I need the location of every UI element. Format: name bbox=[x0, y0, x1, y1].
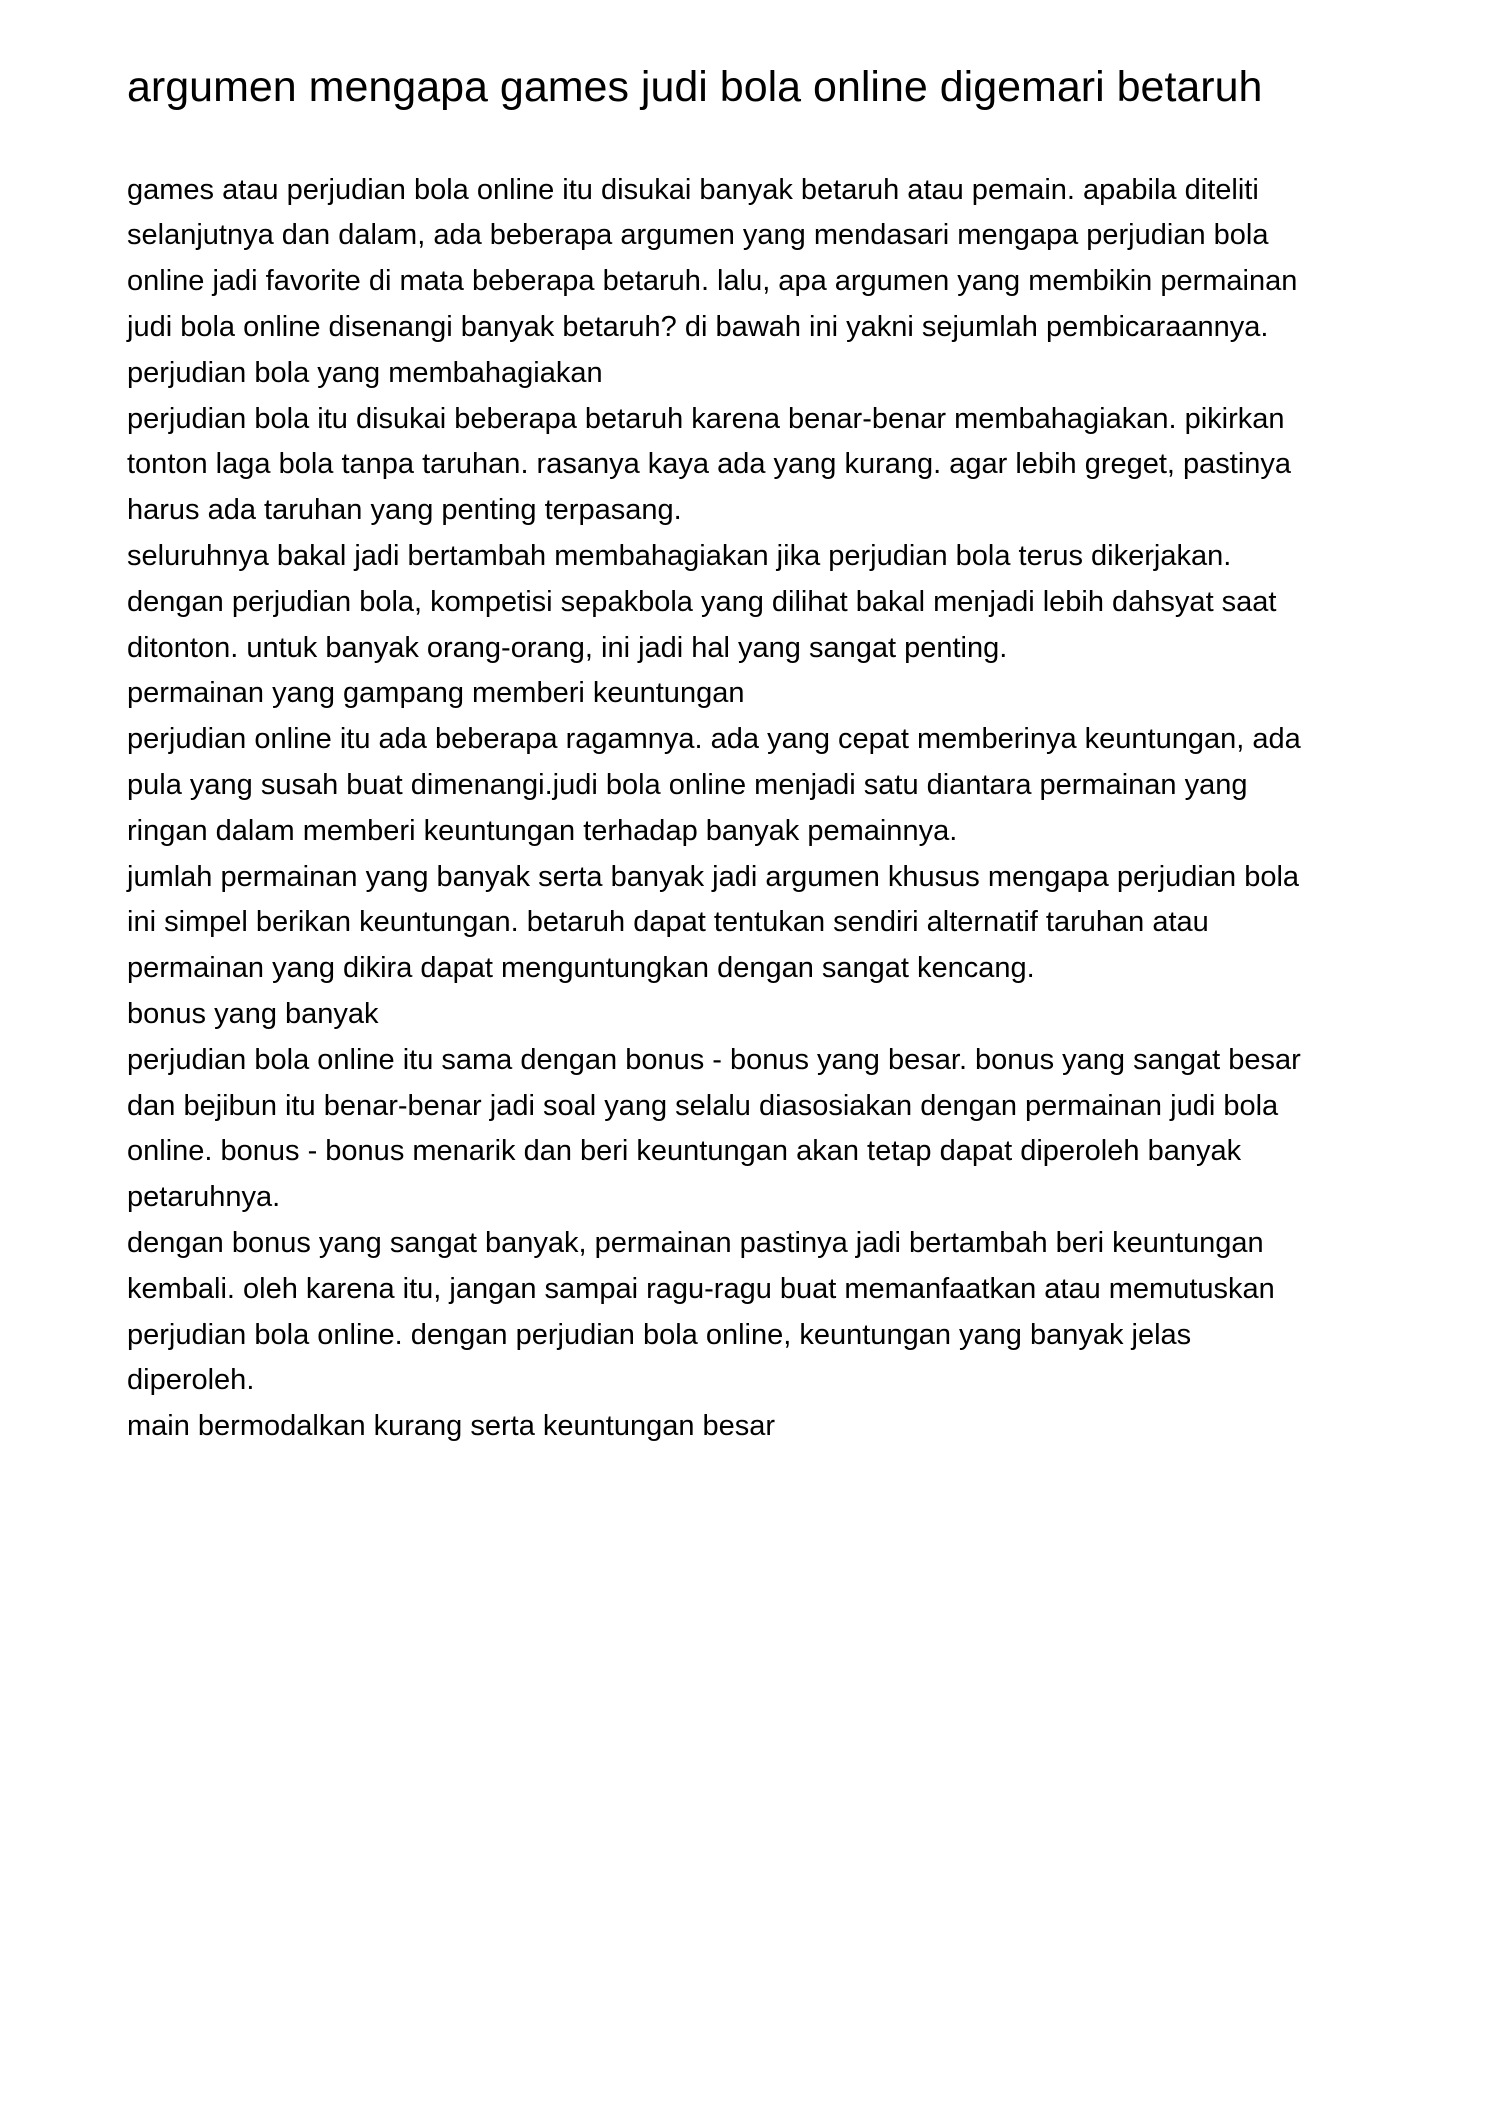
text-line: dengan bonus yang sangat banyak, permainan pastinya jadi bertambah beri keuntungan bbox=[127, 1226, 1264, 1259]
text-line: selanjutnya dan dalam, ada beberapa argumen yang mendasari mengapa perjudian bola bbox=[127, 219, 1269, 252]
text-line: perjudian bola itu disukai beberapa betaruh karena benar-benar membahagiakan. pikirkan bbox=[127, 402, 1285, 435]
text-line: seluruhnya bakal jadi bertambah membahagiakan jika perjudian bola terus dikerjakan. bbox=[127, 539, 1232, 572]
text-line: bonus yang banyak bbox=[127, 997, 379, 1030]
text-line: permainan yang gampang memberi keuntungan bbox=[127, 677, 745, 710]
paragraph bbox=[127, 351, 1377, 397]
text-line: dengan perjudian bola, kompetisi sepakbola yang dilihat bakal menjadi lebih dahsyat saat bbox=[127, 585, 1277, 618]
paragraph bbox=[127, 1404, 1377, 1450]
text-line: main bermodalkan kurang serta keuntungan besar bbox=[127, 1410, 776, 1443]
text-line: ini simpel berikan keuntungan. betaruh dapat tentukan sendiri alternatif taruhan atau bbox=[127, 906, 1209, 939]
paragraph bbox=[127, 534, 1377, 671]
text-line: dan bejibun itu benar-benar jadi soal yang selalu diasosiakan dengan permainan judi bola bbox=[127, 1089, 1279, 1122]
text-line: perjudian online itu ada beberapa ragamnya. ada yang cepat memberinya keuntungan, ada bbox=[127, 723, 1301, 756]
paragraph bbox=[127, 1221, 1377, 1404]
paragraph bbox=[127, 671, 1377, 717]
text-line: games atau perjudian bola online itu disukai banyak betaruh atau pemain. apabila diteliti bbox=[127, 173, 1259, 206]
paragraph bbox=[127, 855, 1377, 992]
text-line: jumlah permainan yang banyak serta banyak jadi argumen khusus mengapa perjudian bola bbox=[127, 860, 1300, 893]
text-line: perjudian bola online itu sama dengan bonus - bonus yang besar. bonus yang sangat besar bbox=[127, 1043, 1301, 1076]
text-line: permainan yang dikira dapat menguntungkan dengan sangat kencang. bbox=[127, 952, 1035, 985]
text-line: harus ada taruhan yang penting terpasang. bbox=[127, 494, 682, 527]
paragraph bbox=[127, 992, 1377, 1038]
text-line: perjudian bola yang membahagiakan bbox=[127, 356, 603, 389]
text-line: ditonton. untuk banyak orang-orang, ini jadi hal yang sangat penting. bbox=[127, 631, 1008, 664]
paragraph bbox=[127, 168, 1377, 351]
text-line: ringan dalam memberi keuntungan terhadap banyak pemainnya. bbox=[127, 814, 958, 847]
document-body bbox=[127, 168, 1377, 1450]
document-title: argumen mengapa games judi bola online digemari betaruh bbox=[127, 63, 1263, 111]
paragraph bbox=[127, 397, 1377, 534]
document-page bbox=[127, 62, 1377, 1450]
text-line: judi bola online disenangi banyak betaruh? di bawah ini yakni sejumlah pembicaraannya. bbox=[127, 310, 1269, 343]
text-line: kembali. oleh karena itu, jangan sampai ragu-ragu buat memanfaatkan atau memutuskan bbox=[127, 1272, 1275, 1305]
text-line: tonton laga bola tanpa taruhan. rasanya kaya ada yang kurang. agar lebih greget, pastinya bbox=[127, 448, 1292, 481]
paragraph bbox=[127, 1038, 1377, 1221]
text-line: petaruhnya. bbox=[127, 1181, 281, 1214]
text-line: online. bonus - bonus menarik dan beri keuntungan akan tetap dapat diperoleh banyak bbox=[127, 1135, 1242, 1168]
paragraph bbox=[127, 717, 1377, 854]
text-line: pula yang susah buat dimenangi.judi bola online menjadi satu diantara permainan yang bbox=[127, 768, 1248, 801]
text-line: perjudian bola online. dengan perjudian bola online, keuntungan yang banyak jelas bbox=[127, 1318, 1192, 1351]
text-line: online jadi favorite di mata beberapa betaruh. lalu, apa argumen yang membikin permainan bbox=[127, 265, 1298, 298]
text-line: diperoleh. bbox=[127, 1364, 255, 1397]
